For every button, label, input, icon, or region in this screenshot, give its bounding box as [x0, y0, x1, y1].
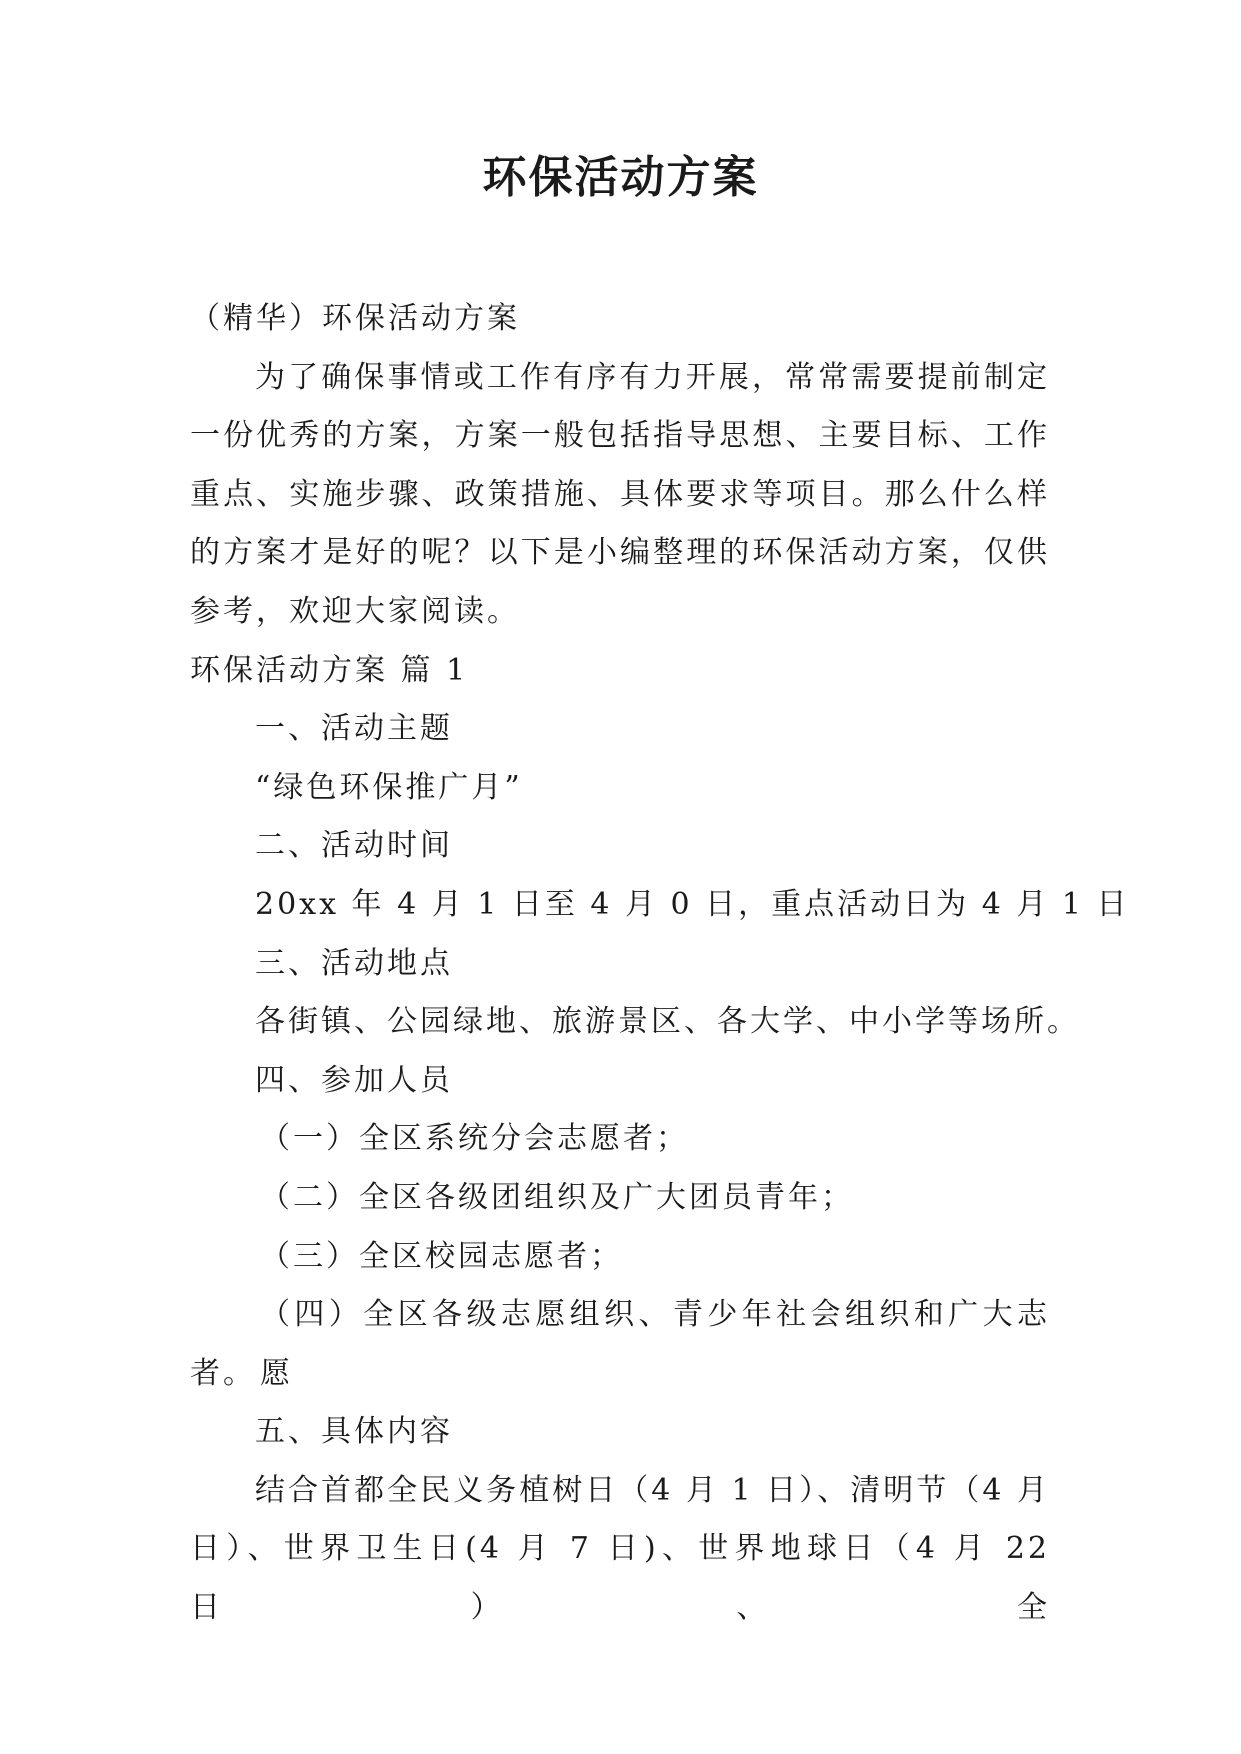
heading-activity-time: 二、活动时间 [255, 828, 453, 864]
activity-time-text: 20xx 年 4 月 1 日至 4 月 0 日，重点活动日为 4 月 1 日 [255, 886, 1130, 922]
participant-item: （三）全区校园志愿者； [260, 1238, 623, 1274]
specific-content-line: 日）、世界卫生日(4 月 7 日)、世界地球日（4 月 22 日）、全 [190, 1531, 1050, 1626]
intro-paragraph-line: 重点、实施步骤、政策措施、具体要求等项目。那么什么样 [190, 476, 1050, 512]
activity-theme-text: “绿色环保推广月” [255, 769, 523, 805]
participant-item: （四）全区各级志愿组织、青少年社会组织和广大志愿 [260, 1297, 1050, 1391]
participant-item: （二）全区各级团组织及广大团员青年； [260, 1179, 854, 1215]
participant-item-continued: 者。 [190, 1355, 256, 1391]
intro-paragraph-line: 参考，欢迎大家阅读。 [190, 593, 520, 629]
activity-location-text: 各街镇、公园绿地、旅游景区、各大学、中小学等场所。 [255, 1004, 1080, 1040]
intro-paragraph-line: 为了确保事情或工作有序有力开展，常常需要提前制定 [255, 359, 1050, 395]
heading-participants: 四、参加人员 [255, 1062, 453, 1098]
intro-paragraph-line: 一份优秀的方案，方案一般包括指导思想、主要目标、工作 [190, 418, 1050, 454]
subtitle-line: （精华）环保活动方案 [190, 301, 520, 336]
specific-content-line: 结合首都全民义务植树日（4 月 1 日）、清明节（4 月 [255, 1472, 1050, 1508]
document-title: 环保活动方案 [482, 152, 759, 203]
intro-paragraph-line: 的方案才是好的呢？以下是小编整理的环保活动方案，仅供 [190, 535, 1050, 571]
heading-specific-content: 五、具体内容 [255, 1414, 453, 1450]
heading-activity-theme: 一、活动主题 [255, 711, 453, 747]
participant-item: （一）全区系统分会志愿者； [260, 1121, 689, 1157]
document-body [190, 290, 1130, 1626]
heading-activity-location: 三、活动地点 [255, 945, 453, 981]
section-heading-plan-1: 环保活动方案 篇 1 [190, 652, 469, 688]
